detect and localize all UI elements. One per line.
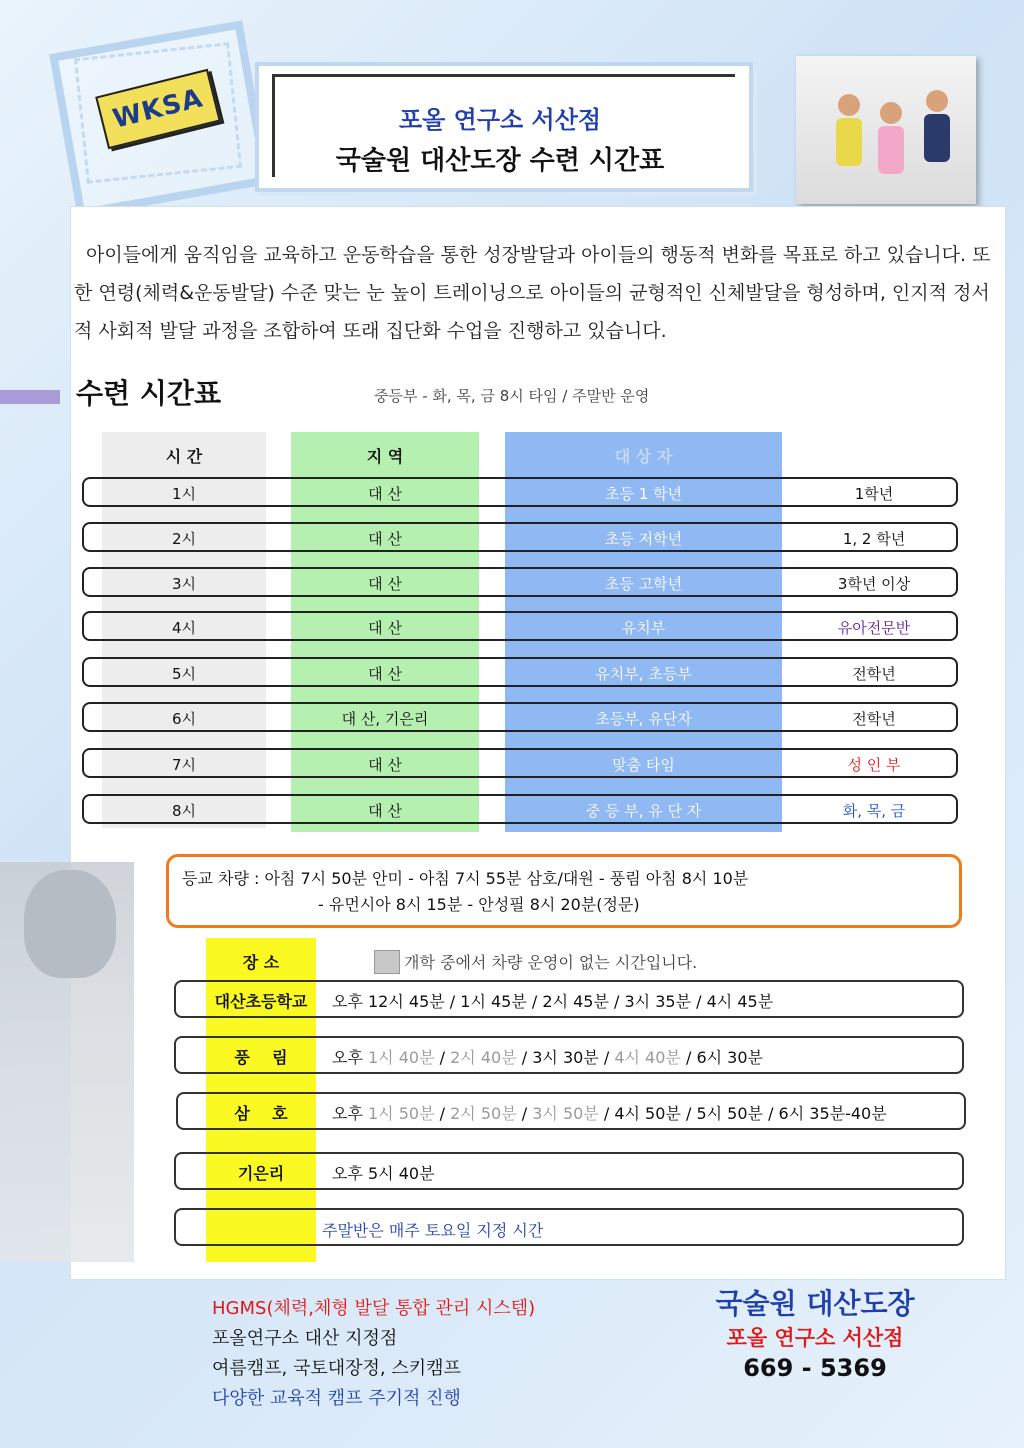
row-grade: 3학년 이상 (837, 575, 911, 593)
place-times: 오후 12시 45분 / 1시 45분 / 2시 45분 / 3시 35분 / 4시 45분 (332, 992, 774, 1011)
time-slot: 2시 45분 (542, 992, 609, 1011)
row-grade: 전학년 (852, 710, 896, 728)
kid-figure (878, 102, 904, 174)
footer-designated: 포올연구소 대산 지정점 (212, 1328, 398, 1349)
title-main: 국술원 대산도장 수련 시간표 (335, 146, 665, 176)
legend-text: 개학 중에서 차량 운영이 없는 시간입니다. (404, 953, 698, 972)
time-slot: 6시 30분 (696, 1048, 763, 1067)
row-grade: 유아전문반 (837, 619, 911, 637)
row-grade: 성 인 부 (847, 756, 901, 774)
row-time: 6시 (171, 710, 197, 728)
legend-swatch (374, 950, 400, 974)
row-grade: 전학년 (852, 665, 896, 683)
time-slot: 1시 40분 (368, 1048, 435, 1067)
header-time: 시 간 (165, 447, 203, 466)
row-grade: 1, 2 학년 (842, 530, 906, 548)
time-slot: 2시 50분 (450, 1104, 517, 1123)
row-time: 2시 (171, 530, 197, 548)
boy-head (24, 870, 116, 978)
time-prefix: 오후 (332, 1164, 368, 1183)
time-prefix: 오후 (332, 1048, 368, 1067)
time-slot: 4시 45분 (706, 992, 774, 1011)
time-slot: 3시 35분 (624, 992, 692, 1011)
weekend-text: 주말반은 매주 토요일 지정 시간 (322, 1221, 544, 1240)
row-target: 중 등 부, 유 단 자 (585, 802, 702, 820)
row-target: 초등 1 학년 (604, 485, 683, 503)
row-target: 초등부, 유단자 (595, 710, 692, 728)
row-grade: 1학년 (854, 485, 894, 503)
place-name: 기은리 (237, 1164, 285, 1183)
row-region: 대 산 (368, 575, 402, 593)
kids-jumping-photo (796, 56, 976, 204)
time-prefix: 오후 (332, 992, 368, 1011)
logo-text: WKSA (109, 83, 207, 135)
row-target: 초등 저학년 (604, 530, 683, 548)
time-slot: 3시 30분 (532, 1048, 599, 1067)
row-time: 3시 (171, 575, 197, 593)
title-branch: 포올 연구소 서산점 (398, 106, 602, 134)
row-time: 4시 (171, 619, 197, 637)
place-name: 풍 림 (234, 1048, 288, 1067)
footer-branch: 포올 연구소 서산점 (726, 1326, 904, 1350)
time-slot: 6시 35분-40분 (778, 1104, 887, 1123)
kid-figure (836, 94, 862, 166)
time-slot: 1시 50분 (368, 1104, 435, 1123)
row-target: 유치부 (621, 619, 666, 637)
place-name: 삼 호 (234, 1104, 288, 1123)
time-slot: 1시 45분 (460, 992, 527, 1011)
row-target: 유치부, 초등부 (595, 665, 692, 683)
place-times: 오후 1시 50분 / 2시 50분 / 3시 50분 / 4시 50분 / 5시 50분 / 6시 35분-40분 (332, 1104, 887, 1123)
footer-hgms: HGMS(체력,체형 발달 통합 관리 시스템) (212, 1298, 536, 1319)
time-slot: 5시 50분 (696, 1104, 763, 1123)
place-name: 대산초등학교 (214, 992, 308, 1011)
weekend-row (174, 1208, 964, 1246)
row-region: 대 산 (368, 530, 402, 548)
row-region: 대 산 (368, 485, 402, 503)
kid-figure (924, 90, 950, 162)
time-slot: 12시 45분 (368, 992, 445, 1011)
row-grade: 화, 목, 금 (842, 802, 906, 820)
header-region: 지 역 (366, 447, 404, 466)
bus-line-1: 등교 차량 : 아침 7시 50분 안미 - 아침 7시 55분 삼호/대원 - 풍림 아침 8시 10분 (182, 869, 749, 888)
schedule-note: 중등부 - 화, 목, 금 8시 타임 / 주말반 운영 (374, 387, 650, 405)
bus-line-2: - 유먼시아 8시 15분 - 안성필 8시 20분(정문) (318, 895, 640, 914)
place-times (332, 1161, 435, 1184)
row-target: 맞춤 타임 (612, 756, 675, 774)
time-slot: 3시 50분 (532, 1104, 599, 1123)
row-region: 대 산 (368, 665, 402, 683)
row-region: 대 산 (368, 802, 402, 820)
intro-text: 아이들에게 움직임을 교육하고 운동학습을 통한 성장발달과 아이들의 행동적 변화를 목표로 하고 있습니다. 또한 연령(체력&운동발달) 수준 맞는 눈 높이 트레이닝으로 아이들의 균형적인 신체발달을 형성하며, 인지적 정서적 사회적 발달 과정을 조합하여 또래 집단화 수업을 진행하고 있습니다. (74, 244, 991, 342)
time-prefix: 오후 (332, 1104, 368, 1123)
row-time: 8시 (171, 802, 197, 820)
schedule-title: 수련 시간표 (76, 377, 221, 410)
row-time: 1시 (171, 485, 197, 503)
time-slot: 4시 50분 (614, 1104, 681, 1123)
footer-camps: 여름캠프, 국토대장정, 스키캠프 (212, 1358, 461, 1379)
row-region: 대 산, 기은리 (341, 710, 429, 728)
row-region: 대 산 (368, 756, 402, 774)
row-region: 대 산 (368, 619, 402, 637)
time-slot: 4시 40분 (614, 1048, 681, 1067)
time-slot: 2시 40분 (450, 1048, 517, 1067)
place-times: 오후 1시 40분 / 2시 40분 / 3시 30분 / 4시 40분 / 6시 30분 (332, 1048, 763, 1067)
header-target: 대 상 자 (614, 447, 673, 466)
time-slot: 5시 40분 (368, 1164, 435, 1183)
footer-dojang: 국술원 대산도장 (715, 1287, 915, 1320)
footer-phone: 669 - 5369 (743, 1354, 887, 1382)
row-time: 7시 (171, 756, 197, 774)
footer-camps-2: 다양한 교육적 캠프 주기적 진행 (212, 1388, 461, 1409)
place-header: 장 소 (242, 953, 280, 972)
row-target: 초등 고학년 (604, 575, 683, 593)
row-time: 5시 (171, 665, 197, 683)
side-accent-bar (0, 390, 60, 404)
